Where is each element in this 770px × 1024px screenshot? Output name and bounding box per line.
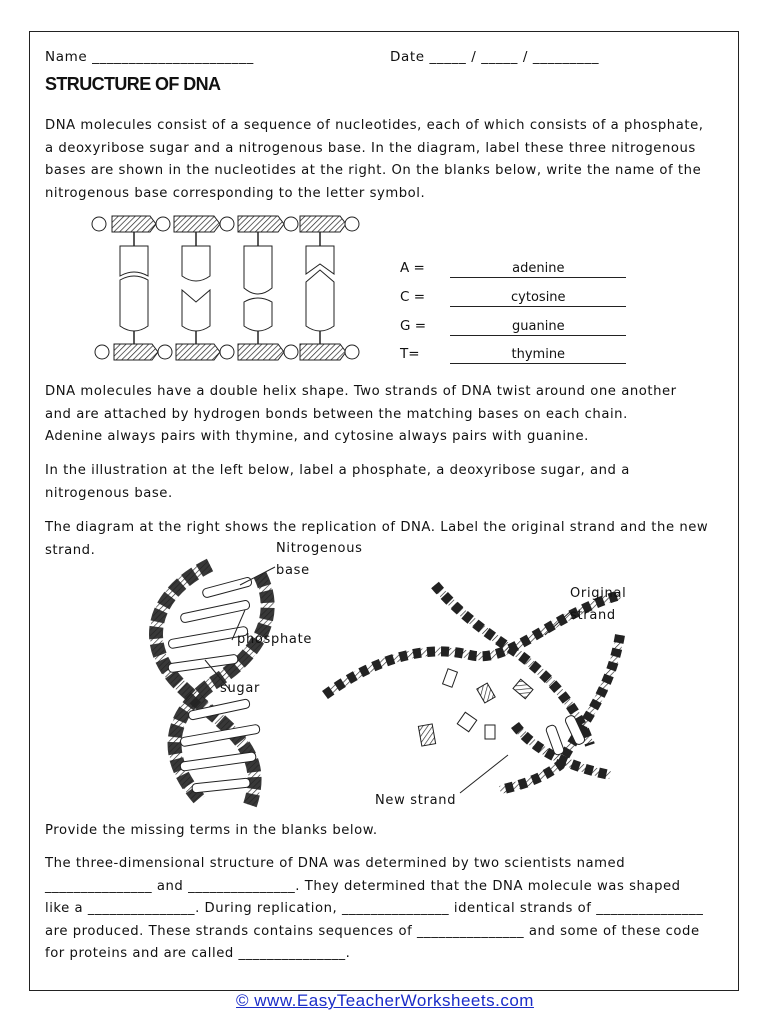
fill-line[interactable]: _______________ and _______________. They determined that the DNA molecule was shaped [45,878,681,894]
base-symbol: T= [400,346,420,362]
label-phosphate: phosphate [237,632,313,647]
intro-line: DNA molecules consist of a sequence of nucleotides, each of which consists of a phosphate, [45,118,704,133]
base-answer-blank[interactable]: cytosine [450,290,626,307]
illustration-paragraph [45,460,730,505]
base-answer-blank[interactable]: thymine [450,347,626,364]
intro-line: nitrogenous base corresponding to the letter symbol. [45,185,426,201]
base-row-t [400,346,626,364]
fill-line[interactable]: are produced. These strands contains sequences of _______________ and some of these code [45,923,700,939]
label-original: Original [570,586,627,601]
illustration-line: nitrogenous base. [45,485,173,501]
helix-line: and are attached by hydrogen bonds between the matching bases on each chain. [45,406,628,422]
label-new-strand: New strand [375,793,457,808]
label-nitrogenous: Nitrogenous [276,541,363,556]
helix-paragraph [45,381,730,449]
fill-line: The three-dimensional structure of DNA was determined by two scientists named [45,856,626,871]
base-symbol: C = [400,289,426,305]
nucleotide-diagram [90,210,360,370]
base-answer-blank[interactable]: guanine [450,319,626,336]
intro-line: a deoxyribose sugar and a nitrogenous base. In the diagram, label these three nitrogenous [45,140,696,156]
label-sugar: sugar [220,681,261,696]
missing-terms-intro [45,820,730,843]
footer-link[interactable]: © www.EasyTeacherWorksheets.com [236,991,534,1010]
label-strand: strand [570,608,616,623]
helix-line: DNA molecules have a double helix shape. Two strands of DNA twist around one another [45,384,677,399]
intro-line: bases are shown in the nucleotides at the right. On the blanks below, write the name of the [45,163,702,178]
fill-line[interactable]: like a _______________. During replication, _______________ identical strands of _______________ [45,901,704,916]
base-row-c [400,289,626,307]
replication-line: The diagram at the right shows the replication of DNA. Label the original strand and the new [45,520,709,535]
base-symbol: A = [400,260,425,276]
illustration-line: In the illustration at the left below, label a phosphate, a deoxyribose sugar, and a [45,463,630,478]
missing-terms-line: Provide the missing terms in the blanks below. [45,823,378,838]
fill-in-paragraph [45,853,730,966]
base-row-a [400,260,626,278]
label-base: base [276,563,310,578]
replication-line: strand. [45,542,96,558]
helix-line: Adenine always pairs with thymine, and cytosine always pairs with guanine. [45,429,589,444]
date-field-label: Date _____ / _____ / _________ [390,49,600,65]
fill-line[interactable]: for proteins and are called _______________. [45,946,351,961]
name-field-label: Name ______________________ [45,49,254,65]
base-row-g [400,318,626,336]
base-answer-blank[interactable]: adenine [450,261,626,278]
base-symbol: G = [400,318,427,334]
page-title: STRUCTURE OF DNA [45,74,221,94]
intro-paragraph [45,115,730,205]
